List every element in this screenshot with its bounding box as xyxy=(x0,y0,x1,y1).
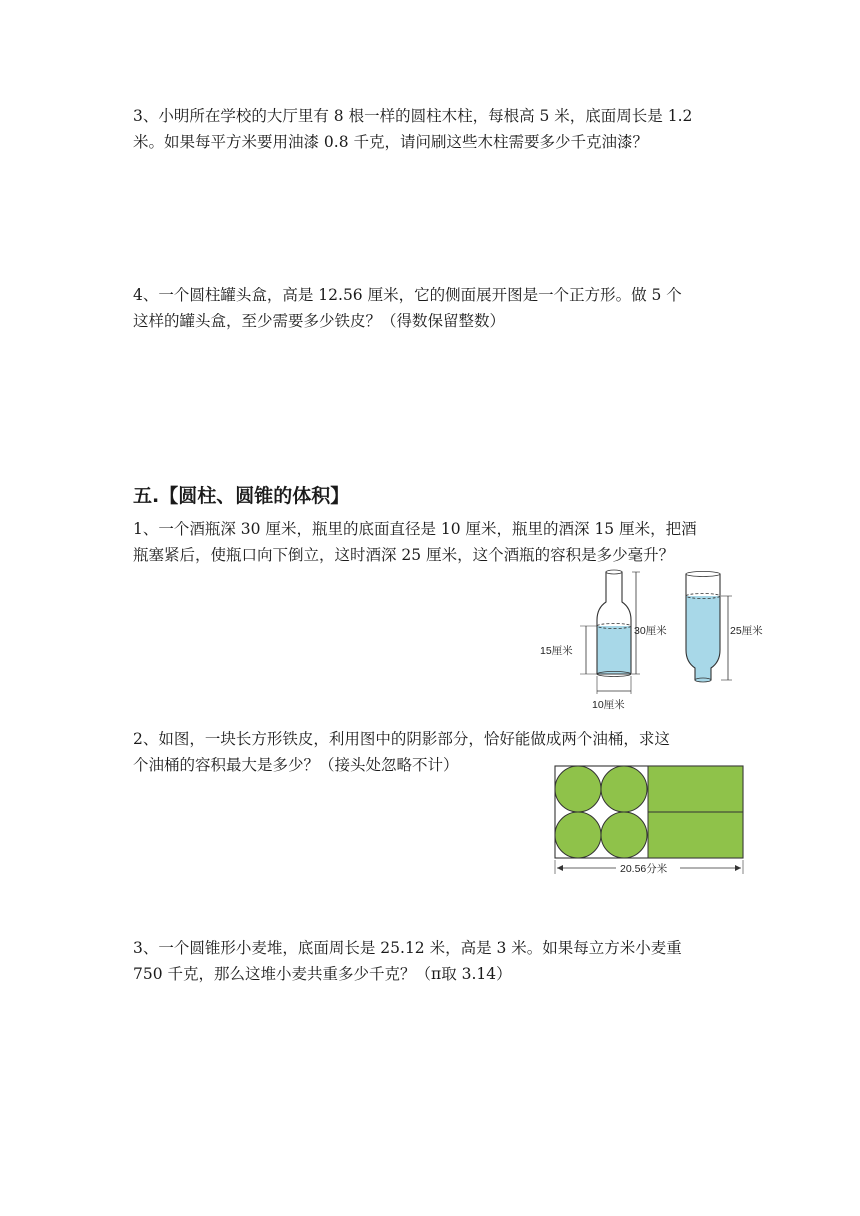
problem-3-cylinder-paint xyxy=(133,103,743,155)
problem-3-wheat-cone xyxy=(133,935,743,987)
upright-bottle-water xyxy=(597,626,631,674)
drum-base-circle xyxy=(555,766,601,812)
label-30cm: 30厘米 xyxy=(634,625,667,637)
label-15cm: 15厘米 xyxy=(540,645,573,657)
label-10cm: 10厘米 xyxy=(592,699,625,711)
bottle-top-ellipse xyxy=(606,570,622,574)
problem-line: 1、一个酒瓶深 30 厘米，瓶里的底面直径是 10 厘米，瓶里的酒深 15 厘米，把酒 xyxy=(133,520,697,538)
section-heading: 五.【圆柱、圆锥的体积】 xyxy=(133,485,350,507)
problem-line: 这样的罐头盒，至少需要多少铁皮？（得数保留整数） xyxy=(133,312,506,330)
drum-base-circle xyxy=(601,766,647,812)
problem-line: 瓶塞紧后，使瓶口向下倒立，这时酒深 25 厘米，这个酒瓶的容积是多少毫升？ xyxy=(133,546,675,564)
drum-side-rect xyxy=(648,766,743,812)
problem-line: 3、一个圆锥形小麦堆，底面周长是 25.12 米，高是 3 米。如果每立方米小麦重 xyxy=(133,939,682,957)
problem-line: 米。如果每平方米要用油漆 0.8 千克，请问刷这些木柱需要多少千克油漆？ xyxy=(133,133,649,151)
problem-line: 个油桶的容积最大是多少？（接头处忽略不计） xyxy=(133,756,459,774)
drum-base-circle xyxy=(601,812,647,858)
bottle-figure xyxy=(540,568,776,714)
label-25cm: 25厘米 xyxy=(730,625,763,637)
iron-sheet-figure xyxy=(552,764,748,880)
problem-4-can-iron-sheet xyxy=(133,282,743,334)
drum-side-rect xyxy=(648,812,743,858)
inverted-bottle-water xyxy=(686,596,720,650)
problem-line: 3、小明所在学校的大厅里有 8 根一样的圆柱木柱，每根高 5 米，底面周长是 1.2 xyxy=(133,107,693,125)
label-sheet-width: 20.56分米 xyxy=(620,863,668,875)
problem-line: 2、如图，一块长方形铁皮，利用图中的阴影部分，恰好能做成两个油桶，求这 xyxy=(133,730,670,748)
problem-line: 4、一个圆柱罐头盒，高是 12.56 厘米，它的侧面展开图是一个正方形。做 5 个 xyxy=(133,286,682,304)
inverted-top-ellipse xyxy=(686,572,720,577)
problem-1-bottle-volume xyxy=(133,516,743,568)
problem-line: 750 千克，那么这堆小麦共重多少千克？（π取 3.14） xyxy=(133,965,512,983)
inverted-cap-ellipse xyxy=(695,678,711,682)
drum-base-circle xyxy=(555,812,601,858)
